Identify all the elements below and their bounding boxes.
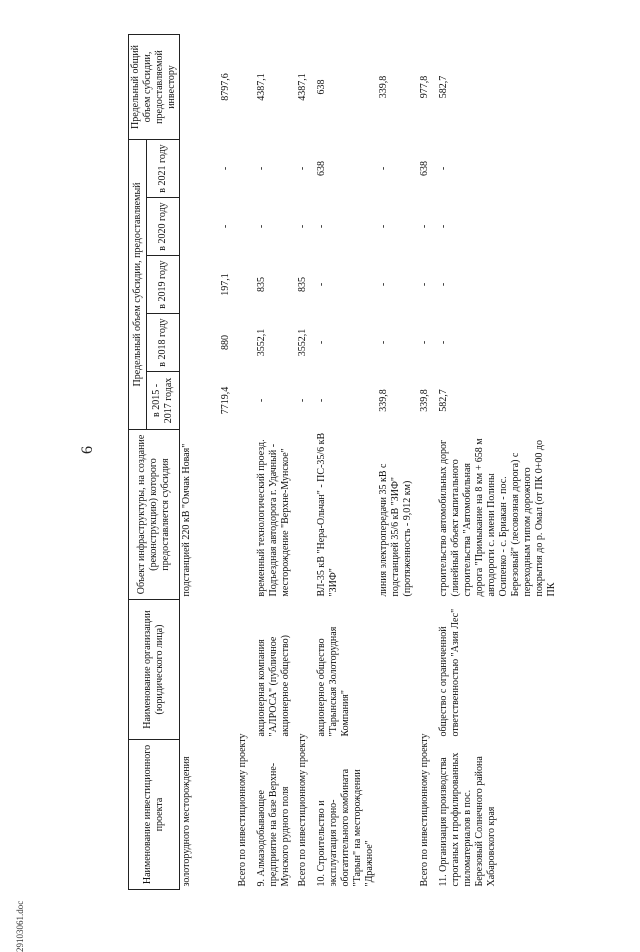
header-row-1 — [129, 34, 147, 889]
cell-y2021 — [233, 139, 255, 197]
cell-org: общество с ограниченной ответственностью "Азия Лес" — [438, 608, 461, 737]
cell-total — [233, 34, 255, 139]
header-y2021: в 2021 году — [147, 139, 180, 197]
cell-object: строительство автомобильных дорог (линейный объект капитального строительства "Автомобильная дорога "Примыкание на 8 км + 658 м автодороги с. имени Полины Осипенко - с. Бриакан - пос. Березовый" (лесовозная дорога) с переходным типом дорожного покрытия до р. Омал (от ПК 0+00 до ПК — [438, 438, 557, 597]
cell-y2018 — [233, 314, 255, 372]
total-row — [233, 34, 255, 889]
header-y2020: в 2020 году — [147, 198, 180, 256]
table-row — [180, 34, 234, 889]
cell-org: акционерное общество "Тарынская Золоторудная Компания" — [316, 626, 351, 737]
cell-object: ВЛ-35 кВ "Нера-Ольчан" - ПС-35/6 кВ "ЗИФ" — [316, 432, 339, 597]
header-y2015: в 2015 - 2017 годах — [147, 372, 180, 430]
cell-total: 977,8 — [419, 75, 430, 99]
cell-total-label: Всего по инвестиционному проекту — [297, 733, 308, 887]
cell-y2019: - — [378, 282, 389, 287]
table-row — [437, 34, 559, 889]
header-total: Предельный общий объем субсидии, предоставляемой инвестору — [129, 34, 180, 139]
table-row — [255, 34, 293, 889]
cell-y2015: - — [316, 398, 327, 403]
header-subsidy-group: Предельный объем субсидии, предоставляемый — [129, 139, 147, 429]
footer — [10, 852, 28, 952]
cell-y2019: 835 — [297, 277, 308, 292]
cell-y2019: 835 — [256, 277, 267, 292]
cell-total-label: Всего по инвестиционному проекту — [237, 733, 248, 887]
cell-y2018: 3552,1 — [297, 328, 308, 357]
cell-object: подстанцией 220 кВ "Омчак Новая" — [181, 443, 192, 597]
cell-total: 339,8 — [378, 75, 389, 99]
rotated-table-container — [128, 35, 628, 890]
cell-org — [180, 600, 234, 740]
cell-y2019 — [233, 256, 255, 314]
cell-y2021: - — [256, 166, 267, 171]
cell-y2021: 638 — [316, 161, 327, 176]
header-object: Объект инфраструктуры, на создание (реконструкцию) которого предоставляется субсидия — [129, 430, 180, 600]
header-y2018: в 2018 году — [147, 314, 180, 372]
header-y2019: в 2019 году — [147, 256, 180, 314]
table-row — [377, 34, 415, 889]
cell-y2020: - — [220, 224, 231, 229]
cell-y2020: - — [378, 224, 389, 229]
cell-project: золоторудного месторождения — [181, 756, 192, 887]
table-row — [315, 34, 377, 889]
cell-y2021: - — [438, 166, 449, 171]
cell-total: 638 — [316, 79, 327, 95]
cell-y2020: - — [297, 224, 308, 229]
cell-y2015: - — [256, 398, 267, 403]
cell-total: 4387,1 — [256, 73, 267, 101]
cell-total: 582,7 — [438, 75, 449, 99]
cell-y2020 — [233, 198, 255, 256]
doc-code: 29103061.doc — [15, 900, 25, 952]
cell-y2015: 7719,4 — [220, 386, 231, 415]
cell-y2019: - — [419, 282, 430, 287]
cell-org: акционерная компания "АЛРОСА" (публичное акционерное общество) — [256, 635, 291, 737]
total-row — [415, 34, 437, 889]
cell-y2018: - — [316, 340, 327, 345]
page-number: 6 — [79, 446, 96, 454]
subsidy-table — [128, 34, 559, 890]
cell-total-label: Всего по инвестиционному проекту — [419, 733, 430, 887]
cell-y2018: - — [378, 340, 389, 345]
cell-project: 11. Организация производства строганых и профилированных пиломатериалов в пос. Березовый Солнечного района Хабаровского края — [438, 752, 497, 887]
cell-y2021: - — [220, 166, 231, 171]
cell-y2020: - — [419, 224, 430, 229]
cell-y2015: 582,7 — [438, 389, 449, 412]
cell-project: 10. Строительство и эксплуатация горно-обогатительного комбината "Тарын" на месторождении "Дражное" — [316, 768, 375, 887]
cell-object: временный технологический проезд. Подъездная автодорога г. Удачный - месторождение "Верхне-Мунское" — [256, 439, 291, 597]
cell-y2018: 880 — [220, 335, 231, 350]
cell-total: 4387,1 — [297, 73, 308, 101]
cell-project: 9. Алмазодобывающее предприятие на базе Верхне-Мунского рудного поля — [256, 762, 291, 887]
cell-y2018: - — [438, 340, 449, 345]
cell-y2015: 339,8 — [378, 389, 389, 412]
cell-y2019: - — [316, 282, 327, 287]
cell-y2021: - — [378, 166, 389, 171]
header-project-name: Наименование инвестиционного проекта — [129, 740, 180, 890]
cell-y2015 — [233, 372, 255, 430]
cell-y2021: 638 — [419, 161, 430, 176]
cell-y2020: - — [438, 224, 449, 229]
cell-y2015: 339,8 — [419, 389, 430, 412]
cell-y2019: 197,1 — [220, 273, 231, 296]
cell-y2020: - — [256, 224, 267, 229]
cell-object: линия электропередачи 35 кВ с подстанцией 35/6 кВ "ЗИФ" (протяженность - 9,012 км) — [378, 463, 413, 597]
cell-y2018: 3552,1 — [256, 328, 267, 357]
cell-y2021: - — [297, 166, 308, 171]
total-row — [293, 34, 315, 889]
cell-project — [377, 740, 415, 890]
cell-org — [377, 600, 415, 740]
cell-y2019: - — [438, 282, 449, 287]
header-org-name: Наименование организации (юридического лица) — [129, 600, 180, 740]
cell-y2018: - — [419, 340, 430, 345]
cell-y2015: - — [297, 398, 308, 403]
cell-y2020: - — [316, 224, 327, 229]
cell-total: 8797,6 — [220, 73, 231, 101]
